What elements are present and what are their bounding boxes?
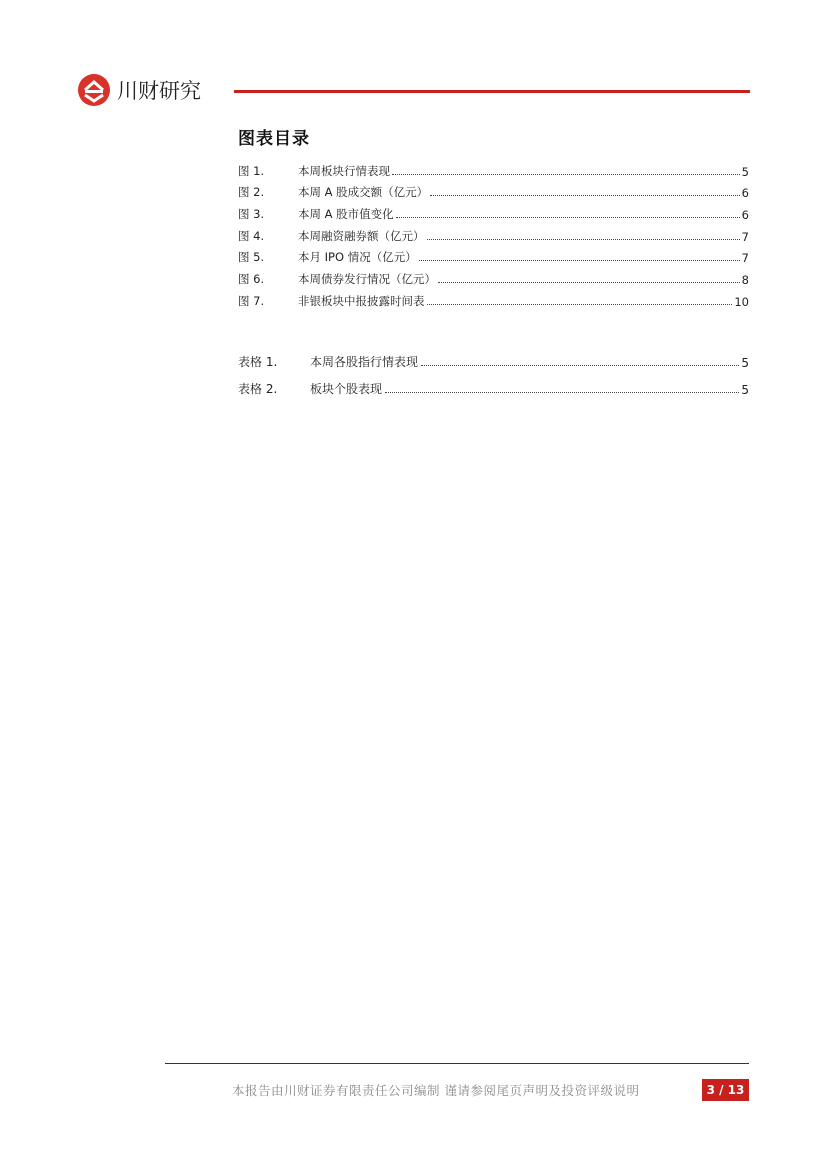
dot-leader <box>392 173 740 175</box>
entry-label: 板块个股表现 <box>310 382 383 396</box>
entry-page: 7 <box>741 251 749 266</box>
toc-entry-figure-7[interactable] <box>238 287 749 309</box>
entry-label: 本月 IPO 情况（亿元） <box>298 250 417 265</box>
page-number-badge: 3 / 13 <box>702 1079 749 1101</box>
footer-rule <box>165 1063 749 1064</box>
toc-entry-figure-1[interactable] <box>238 157 749 179</box>
entry-number: 表格 2. <box>238 382 278 396</box>
dot-leader <box>396 216 740 218</box>
entry-label: 本周 A 股成交额（亿元） <box>298 185 429 200</box>
company-logo <box>78 74 201 106</box>
entry-page: 6 <box>741 186 749 201</box>
toc-title: 图表目录 <box>238 129 310 149</box>
entry-label: 本周板块行情表现 <box>298 163 390 178</box>
entry-label: 非银板块中报披露时间表 <box>298 293 425 308</box>
entry-label: 本周 A 股市值变化 <box>298 207 394 222</box>
entry-label: 本周各股指行情表现 <box>310 355 419 369</box>
entry-label: 本周融资融券额（亿元） <box>298 228 425 243</box>
dot-leader <box>438 281 740 283</box>
entry-number: 图 2. <box>238 185 265 200</box>
entry-page: 5 <box>741 383 749 397</box>
entry-number: 图 6. <box>238 272 265 287</box>
entry-page: 8 <box>741 273 749 288</box>
footer-disclaimer: 本报告由川财证券有限责任公司编制 谨请参阅尾页声明及投资评级说明 <box>232 1083 640 1098</box>
toc-entry-figure-4[interactable] <box>238 222 749 244</box>
toc-entry-figure-6[interactable] <box>238 265 749 287</box>
entry-number: 图 3. <box>238 207 265 222</box>
entry-number: 图 7. <box>238 293 265 308</box>
logo-emblem-icon <box>78 74 110 106</box>
entry-number: 图 4. <box>238 228 265 243</box>
entry-page: 6 <box>741 208 749 223</box>
entry-number: 图 1. <box>238 163 265 178</box>
header-rule <box>234 90 750 93</box>
toc-entry-figure-3[interactable] <box>238 200 749 222</box>
figure-list <box>238 157 749 309</box>
table-list <box>238 343 749 397</box>
dot-leader <box>427 238 740 240</box>
dot-leader <box>385 391 739 393</box>
entry-label: 本周债券发行情况（亿元） <box>298 272 436 287</box>
entry-page: 5 <box>741 164 749 179</box>
dot-leader <box>421 364 739 366</box>
dot-leader <box>430 194 739 196</box>
toc-entry-figure-5[interactable] <box>238 244 749 266</box>
logo-text: 川财研究 <box>117 79 201 103</box>
entry-number: 图 5. <box>238 250 265 265</box>
dot-leader <box>427 303 733 305</box>
entry-page: 10 <box>734 294 749 309</box>
entry-page: 7 <box>741 229 749 244</box>
entry-page: 5 <box>741 356 749 370</box>
toc-entry-figure-2[interactable] <box>238 179 749 201</box>
toc-entry-table-2[interactable] <box>238 370 749 397</box>
entry-number: 表格 1. <box>238 355 278 369</box>
toc-entry-table-1[interactable] <box>238 343 749 370</box>
dot-leader <box>419 259 740 261</box>
